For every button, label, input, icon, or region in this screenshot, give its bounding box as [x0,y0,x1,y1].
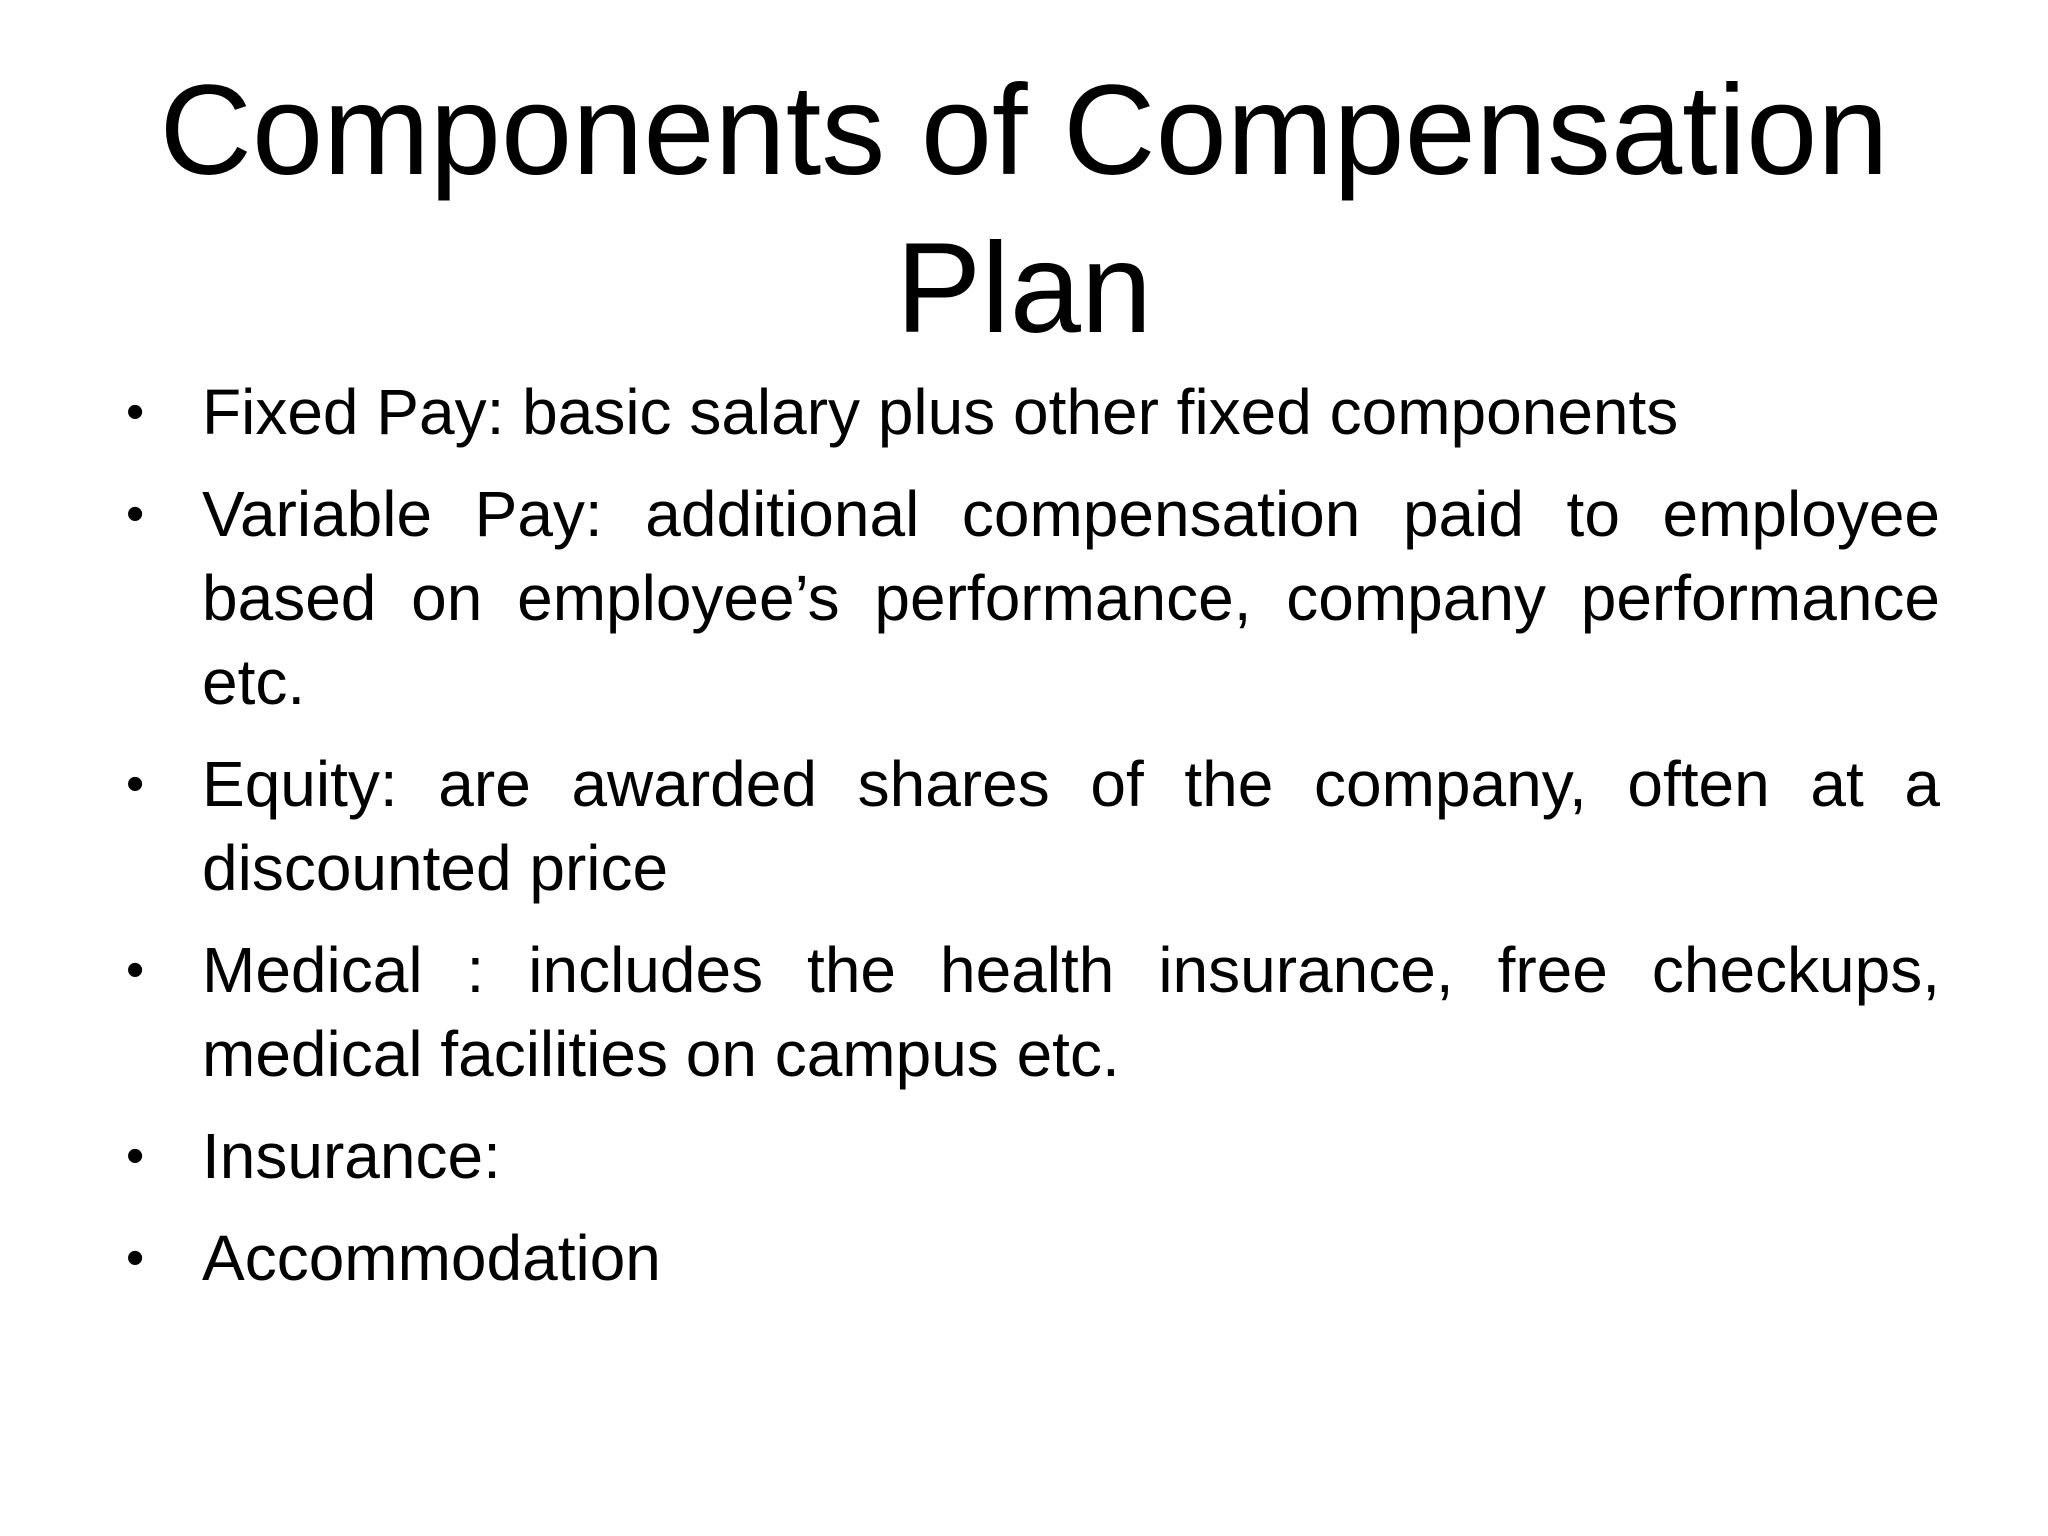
bullet-text: Accommodation [202,1222,661,1294]
bullet-item-accommodation [120,1216,1940,1300]
bullet-text: Fixed Pay: basic salary plus other fixed components [202,376,1679,448]
slide-title [100,52,1948,368]
bullet-icon: • [126,755,145,813]
slide-title-line-2: Plan [895,217,1153,360]
bullet-item-fixed-pay [120,370,1940,454]
bullet-item-insurance [120,1114,1940,1198]
bullet-icon: • [126,383,145,441]
bullet-text: Insurance: [202,1120,501,1192]
bullet-text: Variable Pay: additional compensation paid to employee based on employee’s performance, company performance etc. [202,478,1940,718]
bullet-item-medical [120,928,1940,1096]
bullet-icon: • [126,1127,145,1185]
bullet-item-equity [120,742,1940,910]
bullet-icon: • [126,485,145,543]
bullet-text: Medical : includes the health insurance, free checkups, medical facilities on campus etc. [202,934,1940,1090]
bullet-item-variable-pay [120,472,1940,724]
bullet-icon: • [126,941,145,999]
bullet-list [120,370,1940,1318]
bullet-text: Equity: are awarded shares of the company, often at a discounted price [202,748,1940,904]
bullet-icon: • [126,1229,145,1287]
slide-title-line-1: Components of Compensation [159,59,1889,202]
